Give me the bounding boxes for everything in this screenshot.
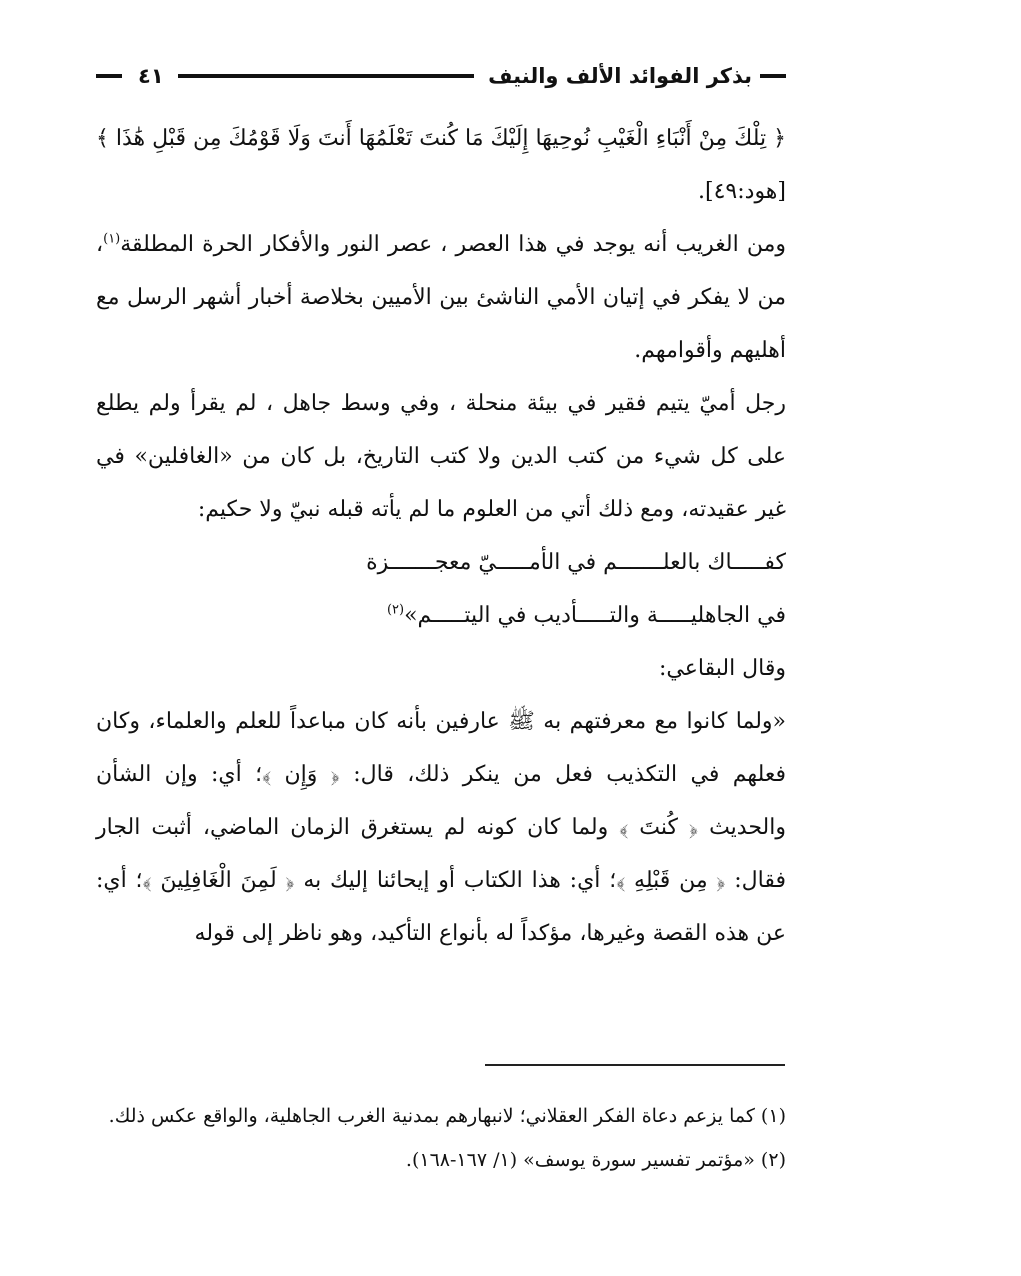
paragraph-1-continuation: ، من لا يفكر في إتيان الأمي الناشئ بين الأميين بخلاصة أخبار أشهر الرسل مع أهليهم وأقوامهم. [96, 232, 786, 363]
header-rule [178, 74, 475, 78]
poem-verse-1: كفـــــاك بالعلـــــــم في الأمـــــيّ معجـــــــزة [366, 550, 786, 575]
paragraph-2: رجل أميّ يتيم فقير في بيئة منحلة ، وفي وسط جاهل ، لم يقرأ ولم يطلع على كل شيء من كتب الدين ولا كتب التاريخ، بل كان من «الغافلين» في غير عقيدته، ومع ذلك أتي من العلوم ما لم يأته قبله نبيّ ولا حكيم: [96, 391, 787, 522]
paragraph-3: وقال البقاعي: [659, 656, 786, 681]
paragraph-1 [96, 218, 786, 377]
header-dash-left [96, 74, 122, 78]
header-dash-right [760, 74, 786, 78]
footnote-2: (٢) «مؤتمر تفسير سورة يوسف» (١/ ١٦٧-١٦٨). [405, 1149, 786, 1171]
page-header [96, 58, 786, 94]
quran-verse: ﴿ تِلْكَ مِنْ أَنْبَاءِ الْغَيْبِ نُوحِيهَا إِلَيْكَ مَا كُنتَ تَعْلَمُهَا أَنتَ وَلَا قَوْمُكَ مِن قَبْلِ هَٰذَا ﴾ [هود:٤٩]. [96, 126, 786, 204]
running-title: بذكر الفوائد الألف والنيف [488, 64, 752, 88]
poem-verse-2-text: في الجاهليـــــة والتـــــأديب في اليتـــــم» [404, 603, 786, 628]
poem-verse-2 [266, 589, 786, 642]
paragraph-4: «ولما كانوا مع معرفتهم به ﷺ عارفين بأنه كان مباعداً للعلم والعلماء، وكان فعلهم في التكذيب فعل من ينكر ذلك، قال: ﴿ وَإِن ﴾؛ أي: وإن الشأن والحديث ﴿ كُنتَ ﴾ ولما كان كونه لم يستغرق الزمان الماضي، أثبت الجار فقال: ﴿ مِن قَبْلِهِ ﴾؛ أي: هذا الكتاب أو إيحائنا إليك به ﴿ لَمِنَ الْغَافِلِينَ ﴾؛ أي: عن هذه القصة وغيرها، مؤكداً له بأنواع التأكيد، وهو ناظر إلى قوله [96, 709, 786, 946]
footnote-separator [485, 1064, 785, 1066]
paragraph-1-text: ومن الغريب أنه يوجد في هذا العصر ، عصر النور والأفكار الحرة المطلقة [120, 232, 786, 257]
footnote-ref-2: (٢) [386, 602, 405, 618]
poem [96, 536, 786, 642]
main-text [96, 112, 786, 960]
footnote-1: (١) كما يزعم دعاة الفكر العقلاني؛ لانبهارهم بمدنية الغرب الجاهلية، والواقع عكس ذلك. [108, 1105, 786, 1127]
footnote-ref-1: (١) [103, 231, 121, 247]
footnotes [96, 1094, 786, 1182]
page-number: ٤١ [138, 64, 164, 88]
